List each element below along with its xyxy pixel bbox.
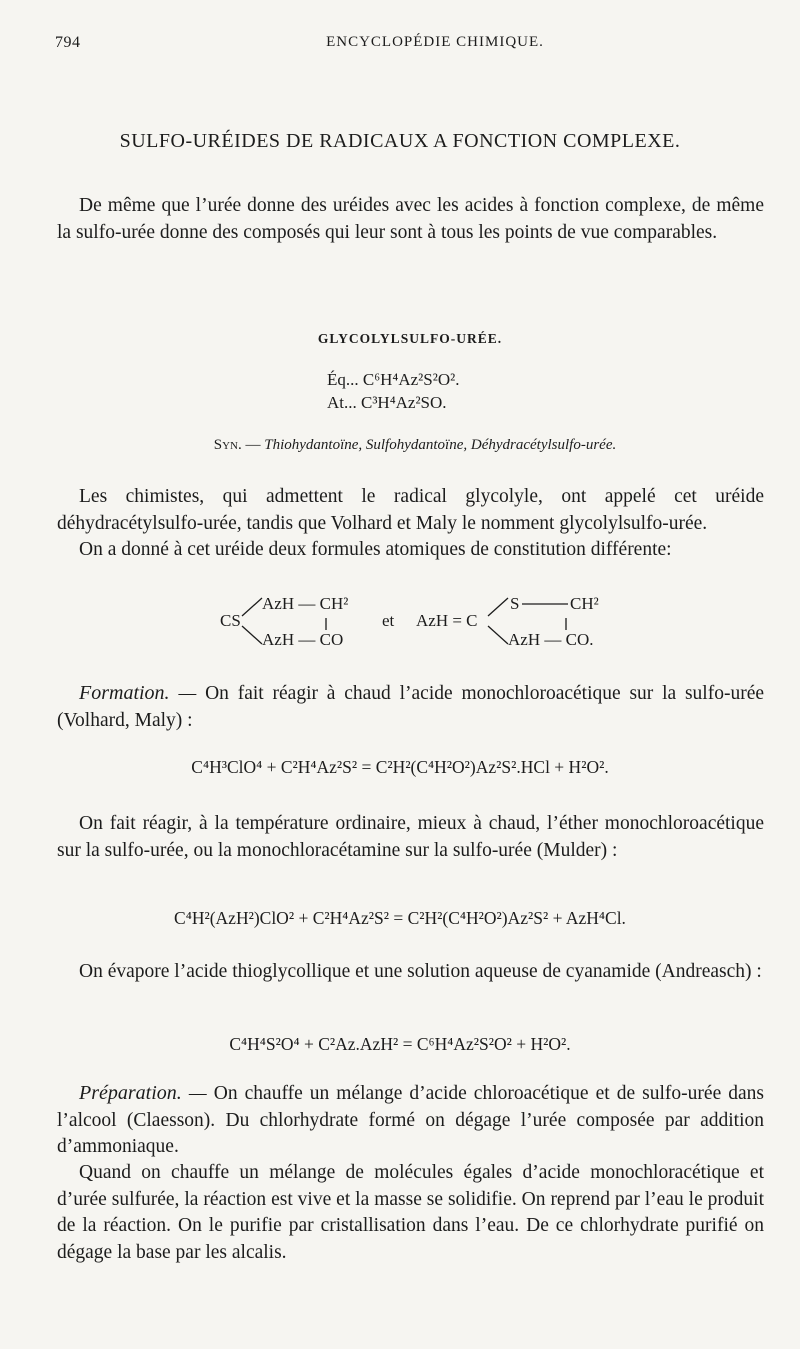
equation-2: C⁴H²(AzH²)ClO² + C²H⁴Az²S² = C²H²(C⁴H²O²)Az²S² + AzH⁴Cl. <box>174 908 626 928</box>
eq-formula: C⁶H⁴Az²S²O². <box>362 370 460 389</box>
eq-label: Éq... <box>327 370 359 389</box>
struct-left-bottom: AzH — CO <box>262 630 344 649</box>
struct-left-top: AzH — CH² <box>262 594 349 613</box>
formation-text: On fait réagir à chaud l’acide monochloroacétique sur la sulfo-urée (Volhard, Maly) : <box>57 683 765 731</box>
structural-formulas <box>220 594 640 654</box>
struct-et: et <box>382 611 395 630</box>
ether-paragraph: On fait réagir, à la température ordinaire, mieux à chaud, l’éther monochloroacétique sur la sulfo-urée, ou la monochloracétamine sur la sulfo-urée (Mulder) : <box>57 813 764 861</box>
running-title: ENCYCLOPÉDIE CHIMIQUE. <box>326 34 544 50</box>
page-number: 794 <box>55 34 81 51</box>
formulas-paragraph: On a donné à cet uréide deux formules atomiques de constitution différente: <box>79 539 672 560</box>
preparation-paragraph <box>57 1080 764 1161</box>
atomic-formula-line <box>327 393 447 413</box>
purification-paragraph: Quand on chauffe un mélange de molécules égales d’acide monochloracétique et d’urée sulfurée, la réaction est vive et la masse se solidifie. On reprend par l’eau le produit de la réaction. On le purifie par cristallisation dans l’eau. De ce chlorhydrate purifié on dégage la base par les alcalis. <box>57 1162 764 1263</box>
formation-paragraph <box>57 680 764 734</box>
preparation-text: On chauffe un mélange d’acide chloroacétique et de sulfo-urée dans l’alcool (Claesson). Du chlorhydrate formé on dégage l’urée composée par addition d’ammoniaque. <box>57 1083 764 1157</box>
thioglycollic-paragraph: On évapore l’acide thioglycollique et une solution aqueuse de cyanamide (Andreasch) : <box>79 961 762 982</box>
intro-paragraph: De même que l’urée donne des uréides avec les acides à fonction complexe, de même la sulfo-urée donne des composés qui leur sont à tous les points de vue comparables. <box>57 195 764 243</box>
section-title: SULFO-URÉIDES DE RADICAUX A FONCTION COMPLEXE. <box>119 130 681 152</box>
formation-label: Formation. — <box>79 682 197 704</box>
at-label: At... <box>327 393 357 412</box>
equation-3: C⁴H⁴S²O⁴ + C²Az.AzH² = C⁶H⁴Az²S²O² + H²O². <box>229 1034 571 1054</box>
preparation-label: Préparation. — <box>79 1082 207 1104</box>
struct-right-prefix: AzH = C <box>416 611 478 630</box>
struct-left-cs: CS <box>220 611 241 630</box>
syn-label: Syn. — <box>213 437 261 453</box>
struct-right-s: S <box>510 594 520 613</box>
synonyms-line <box>0 437 800 454</box>
syn-names: Thiohydantoïne, Sulfohydantoïne, Déhydracétylsulfo-urée. <box>264 437 617 453</box>
equivalent-formula-line <box>327 370 459 390</box>
struct-right-bottom: AzH — CO. <box>508 630 594 649</box>
page-header <box>55 34 760 56</box>
at-formula: C³H⁴Az²SO. <box>361 393 447 412</box>
compound-heading: GLYCOLYLSULFO-URÉE. <box>317 331 503 346</box>
equation-1: C⁴H³ClO⁴ + C²H⁴Az²S² = C²H²(C⁴H²O²)Az²S².HCl + H²O². <box>191 757 609 777</box>
chemists-paragraph: Les chimistes, qui admettent le radical glycolyle, ont appelé cet uréide déhydracétylsulfo-urée, tandis que Volhard et Maly le nomment glycolylsulfo-urée. <box>57 486 764 534</box>
struct-right-ch: CH² <box>570 594 599 613</box>
